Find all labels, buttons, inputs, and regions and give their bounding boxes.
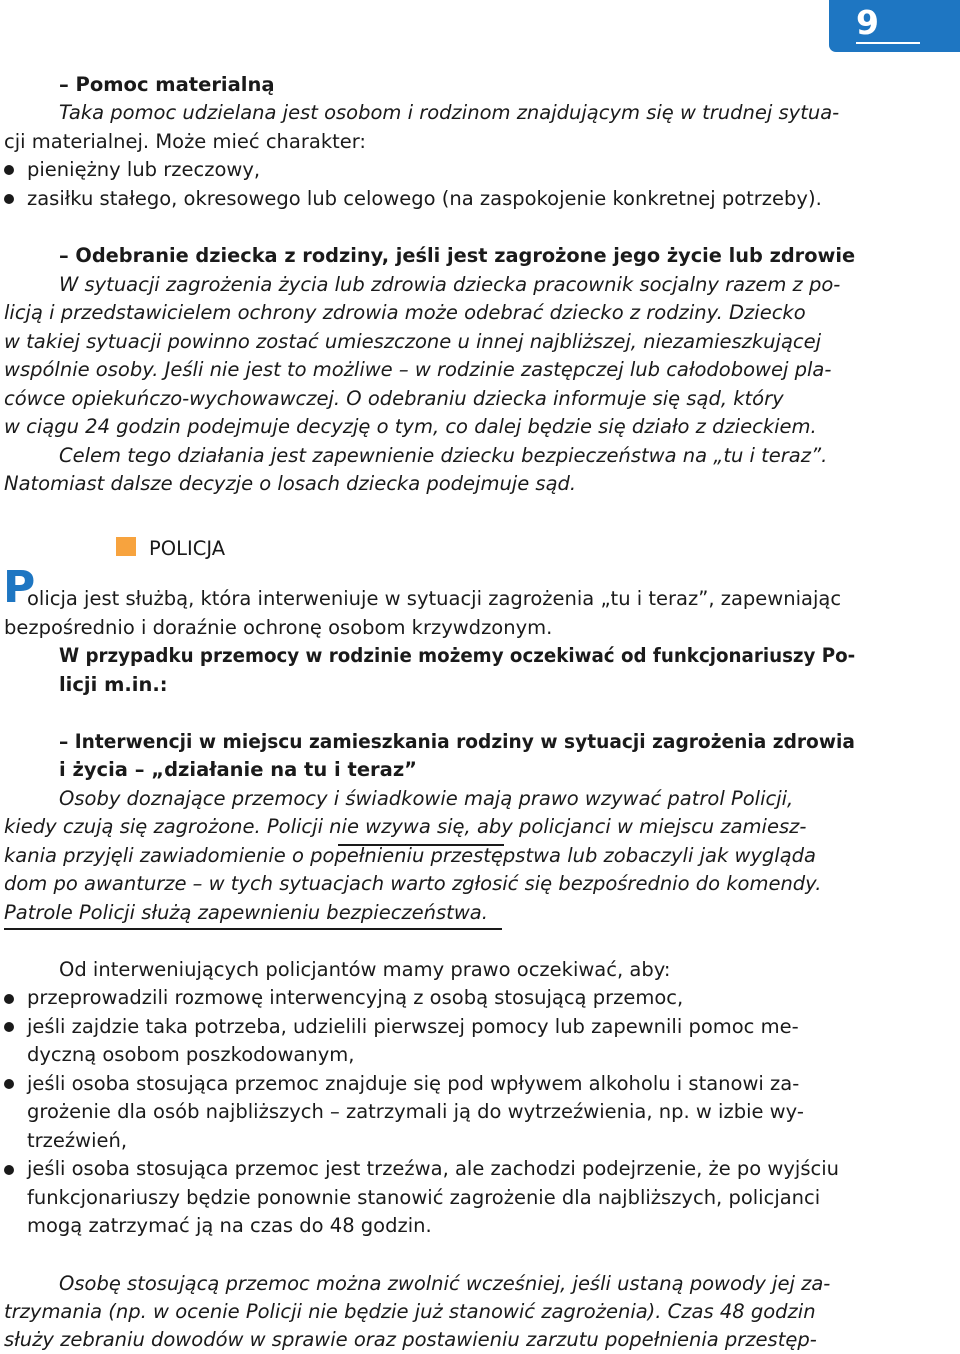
bullet-icon	[4, 194, 14, 204]
material-help-bullet: zasiłku stałego, okresowego lub celowego (na zaspokojenie konkretnej potrzeby).	[27, 187, 822, 210]
police-dropcap: P	[3, 562, 36, 613]
rights-bullet: grożenie dla osób najbliższych – zatrzymali ją do wytrzeźwienia, np. w izbie wy-	[27, 1100, 804, 1123]
intervention-heading: – Interwencji w miejscu zamieszkania rodziny w sytuacji zagrożenia zdrowia	[59, 730, 855, 753]
intervention-line: Patrole Policji służą zapewnieniu bezpieczeństwa.	[4, 901, 488, 924]
release-line: Osobę stosującą przemoc można zwolnić wcześniej, jeśli ustaną powody jej za-	[59, 1272, 831, 1295]
rights-bullet: mogą zatrzymać ją na czas do 48 godzin.	[27, 1214, 432, 1237]
material-help-line: cji materialnej. Może mieć charakter:	[4, 130, 367, 153]
intervention-line: kiedy czują się zagrożone. Policji nie wzywa się, aby policjanci w miejscu zamiesz-	[4, 815, 807, 838]
police-section-title: POLICJA	[149, 537, 226, 560]
child-removal-line: cówce opiekuńczo-wychowawczej. O odebraniu dziecka informuje się sąd, który	[4, 387, 784, 410]
child-removal-heading: – Odebranie dziecka z rodziny, jeśli jest zagrożone jego życie lub zdrowie	[59, 244, 856, 267]
page-number-badge	[829, 0, 960, 52]
rights-intro: Od interweniujących policjantów mamy prawo oczekiwać, aby:	[59, 958, 671, 981]
child-removal-line: licją i przedstawicielem ochrony zdrowia może odebrać dziecko z rodziny. Dziecko	[4, 301, 806, 324]
rights-bullet: trzeźwień,	[27, 1129, 128, 1152]
child-removal-line: Celem tego działania jest zapewnienie dziecku bezpieczeństwa na „tu i teraz”.	[59, 444, 828, 467]
bullet-icon	[4, 1079, 14, 1089]
child-removal-line: Natomiast dalsze decyzje o losach dziecka podejmuje sąd.	[4, 472, 577, 495]
child-removal-line: w takiej sytuacji powinno zostać umieszczone u innej najbliższej, niezamieszkującej	[4, 330, 822, 353]
police-intro-line: bezpośrednio i doraźnie ochronę osobom krzywdzonym.	[4, 616, 553, 639]
rights-bullet: funkcjonariuszy będzie ponownie stanowić zagrożenie dla najbliższych, policjanci	[27, 1186, 821, 1209]
release-line: służy zebraniu dowodów w sprawie oraz postawieniu zarzutu popełnienia przestęp-	[4, 1328, 817, 1351]
section-marker-icon	[116, 537, 136, 556]
rights-bullet: jeśli zajdzie taka potrzeba, udzielili pierwszej pomocy lub zapewnili pomoc me-	[27, 1015, 799, 1038]
material-help-heading: – Pomoc materialną	[59, 73, 275, 96]
underline	[4, 928, 502, 930]
police-expect-line: licji m.in.:	[59, 673, 168, 696]
bullet-icon	[4, 994, 14, 1004]
material-help-bullet: pieniężny lub rzeczowy,	[27, 158, 261, 181]
child-removal-line: wspólnie osoby. Jeśli nie jest to możliwe – w rodzinie zastępczej lub całodobowej pla-	[4, 358, 832, 381]
bullet-icon	[4, 165, 14, 175]
bullet-icon	[4, 1022, 14, 1032]
material-help-line: Taka pomoc udzielana jest osobom i rodzinom znajdującym się w trudnej sytua-	[59, 101, 840, 124]
police-expect-line: W przypadku przemocy w rodzinie możemy oczekiwać od funkcjonariuszy Po-	[59, 644, 856, 667]
bullet-icon	[4, 1165, 14, 1175]
release-line: trzymania (np. w ocenie Policji nie będzie już stanowić zagrożenia). Czas 48 godzin	[4, 1300, 816, 1323]
intervention-line: Osoby doznające przemocy i świadkowie mają prawo wzywać patrol Policji,	[59, 787, 794, 810]
intervention-line: kania przyjęli zawiadomienie o popełnieniu przestępstwa lub zobaczyli jak wygląda	[4, 844, 817, 867]
page-number: 9	[856, 4, 920, 44]
rights-bullet: jeśli osoba stosująca przemoc jest trzeźwa, ale zachodzi podejrzenie, że po wyjściu	[27, 1157, 839, 1180]
rights-bullet: dyczną osobom poszkodowanym,	[27, 1043, 355, 1066]
intervention-line: dom po awanturze – w tych sytuacjach warto zgłosić się bezpośrednio do komendy.	[4, 872, 822, 895]
rights-bullet: jeśli osoba stosująca przemoc znajduje się pod wpływem alkoholu i stanowi za-	[27, 1072, 800, 1095]
child-removal-line: w ciągu 24 godzin podejmuje decyzję o tym, co dalej będzie się działo z dzieckiem.	[4, 415, 817, 438]
police-intro-line: olicja jest służbą, która interweniuje w sytuacji zagrożenia „tu i teraz”, zapewniając	[27, 587, 842, 610]
intervention-heading: i życia – „działanie na tu i teraz”	[59, 758, 417, 781]
rights-bullet: przeprowadzili rozmowę interwencyjną z osobą stosującą przemoc,	[27, 986, 684, 1009]
child-removal-line: W sytuacji zagrożenia życia lub zdrowia dziecka pracownik socjalny razem z po-	[59, 273, 841, 296]
